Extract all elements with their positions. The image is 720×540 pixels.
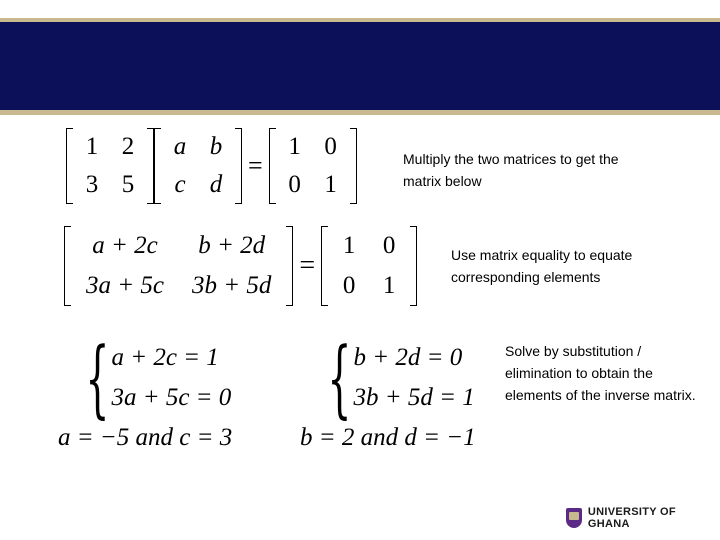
matrix-coefficients: [66, 128, 154, 204]
matrix-cell: 1: [85, 133, 99, 160]
note-equality: Use matrix equality to equate corresponding elements: [451, 247, 633, 285]
result-b-d: b = 2 and d = −1: [300, 424, 476, 451]
matrix-cell: 3a + 5c: [86, 272, 164, 299]
matrix-cell: c: [174, 171, 186, 198]
matrix-cell: 1: [324, 171, 337, 198]
matrix-cell: 1: [288, 133, 301, 160]
system-equation: 3a + 5c = 0: [111, 384, 232, 411]
matrix-identity-2: [321, 226, 417, 306]
matrix-cell: b: [209, 133, 223, 160]
system-equation: 3b + 5d = 1: [353, 384, 475, 411]
matrix-cell: 0: [288, 171, 301, 198]
system-equation: b + 2d = 0: [353, 344, 463, 371]
matrix-cell: 0: [382, 232, 396, 259]
equation-1: [66, 128, 357, 204]
banner-bottom-rule: [0, 110, 720, 115]
matrix-identity: [269, 128, 357, 204]
note-multiply: Multiply the two matrices to get the matrix below: [403, 151, 619, 189]
equals-sign: =: [299, 250, 316, 281]
matrix-cell: 3b + 5d: [191, 272, 272, 299]
title-banner: [0, 22, 720, 110]
result-a-c: a = −5 and c = 3: [58, 424, 233, 451]
equals-sign: =: [248, 151, 263, 180]
matrix-cell: b + 2d: [198, 232, 266, 259]
matrix-cell: 3: [85, 171, 99, 198]
matrix-cell: 2: [121, 133, 135, 160]
matrix-cell: 1: [382, 272, 396, 299]
logo-text: UNIVERSITY OF GHANA: [587, 506, 676, 530]
crest-icon: [566, 508, 582, 528]
matrix-cell: a: [173, 133, 187, 160]
matrix-cell: 0: [324, 133, 337, 160]
left-brace-icon: {: [85, 329, 110, 427]
left-brace-icon: {: [327, 329, 352, 427]
system-1: [56, 329, 232, 427]
matrix-cell: a + 2c: [92, 232, 158, 259]
matrix-cell: 0: [342, 272, 356, 299]
system-equation: a + 2c = 1: [111, 344, 219, 371]
equation-2: [64, 226, 417, 306]
matrix-cell: d: [209, 171, 223, 198]
system-2: [298, 329, 475, 427]
matrix-cell: 5: [121, 171, 135, 198]
matrix-cell: 1: [342, 232, 356, 259]
university-logo: [566, 506, 720, 530]
matrix-product: [64, 226, 293, 306]
matrix-unknowns: [154, 128, 242, 204]
note-solve: Solve by substitution / elimination to obtain the elements of the inverse matrix.: [505, 343, 696, 403]
